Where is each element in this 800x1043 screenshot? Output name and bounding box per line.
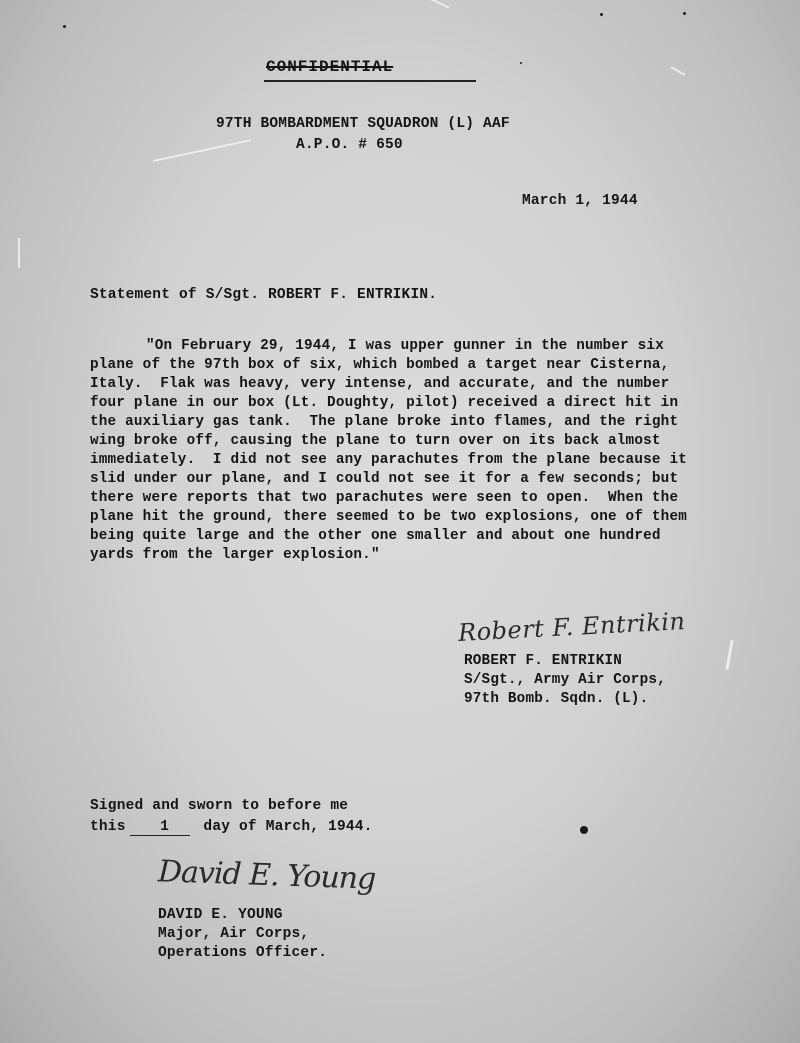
oath-prefix: this xyxy=(90,819,135,835)
classification-underline xyxy=(264,80,476,82)
officer-rank: Major, Air Corps, xyxy=(158,926,310,942)
young-signature: David E. Young xyxy=(157,854,376,897)
document-date: March 1, 1944 xyxy=(522,193,638,209)
statement-line: plane hit the ground, there seemed to be two explosions, one of them xyxy=(90,509,688,525)
officer-name: DAVID E. YOUNG xyxy=(158,907,283,923)
entrikin-signature: Robert F. Entrikin xyxy=(457,607,687,647)
oath-line-2 xyxy=(90,819,373,835)
film-speck xyxy=(600,13,603,16)
film-scratch xyxy=(18,238,20,268)
statement-line: four plane in our box (Lt. Doughty, pilot) received a direct hit in xyxy=(90,395,679,411)
film-scratch xyxy=(671,66,686,76)
statement-line: immediately. I did not see any parachutes from the plane because it xyxy=(90,452,688,468)
classification-marking: CONFIDENTIAL xyxy=(266,58,394,76)
film-speck xyxy=(683,12,686,15)
signer-name: ROBERT F. ENTRIKIN xyxy=(464,653,623,669)
film-scratch xyxy=(153,139,251,162)
statement-line: plane of the 97th box of six, which bombed a target near Cisterna, xyxy=(90,357,670,373)
film-scratch xyxy=(725,640,733,670)
oath-suffix: day of March, 1944. xyxy=(194,819,373,835)
statement-line: slid under our plane, and I could not see it for a few seconds; but xyxy=(90,471,679,487)
statement-line: wing broke off, causing the plane to turn over on its back almost xyxy=(90,433,661,449)
film-speck xyxy=(580,826,588,834)
unit-heading: 97TH BOMBARDMENT SQUADRON (L) AAF xyxy=(216,116,510,132)
oath-line-1: Signed and sworn to before me xyxy=(90,798,349,814)
oath-day: 1 xyxy=(160,819,169,835)
statement-subject: Statement of S/Sgt. ROBERT F. ENTRIKIN. xyxy=(90,287,438,303)
signer-unit: 97th Bomb. Sqdn. (L). xyxy=(464,691,649,707)
signer-rank: S/Sgt., Army Air Corps, xyxy=(464,672,666,688)
film-speck xyxy=(63,25,66,28)
day-blank-line xyxy=(130,835,190,836)
statement-line: yards from the larger explosion." xyxy=(90,547,380,563)
statement-line: being quite large and the other one smaller and about one hundred xyxy=(90,528,661,544)
statement-line: there were reports that two parachutes were seen to open. When the xyxy=(90,490,679,506)
apo-heading: A.P.O. # 650 xyxy=(296,137,403,153)
film-speck xyxy=(520,62,522,64)
statement-line: the auxiliary gas tank. The plane broke into flames, and the right xyxy=(90,414,679,430)
film-scratch xyxy=(429,0,450,9)
officer-title: Operations Officer. xyxy=(158,945,328,961)
statement-line: "On February 29, 1944, I was upper gunner in the number six xyxy=(146,338,664,354)
statement-line: Italy. Flak was heavy, very intense, and accurate, and the number xyxy=(90,376,670,392)
